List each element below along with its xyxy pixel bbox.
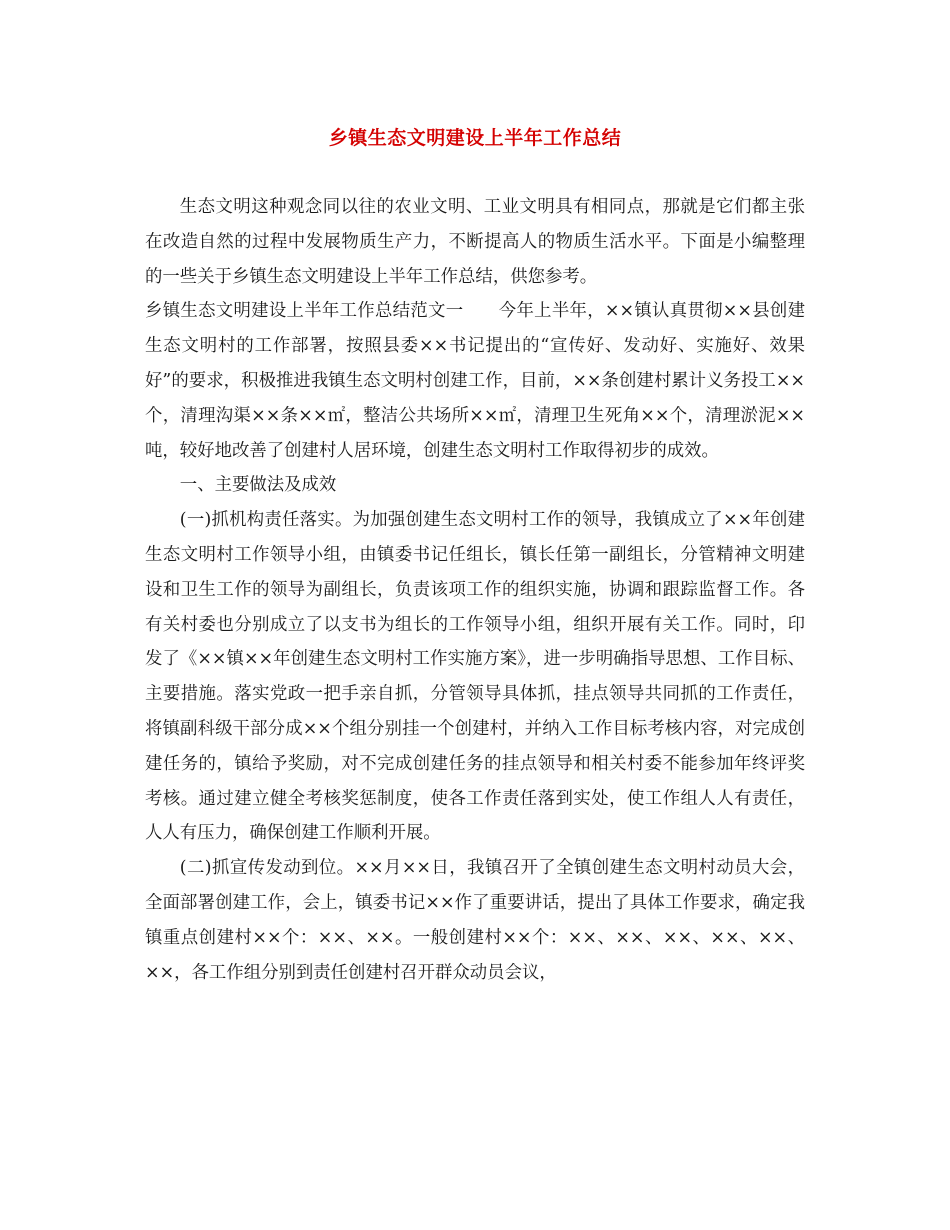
section-heading-main-practices: 一、主要做法及成效 bbox=[179, 475, 337, 496]
paragraph-organization-responsibility: (一)抓机构责任落实。为加强创建生态文明村工作的领导，我镇成立了××年创建生态文明村工作领导小组，由镇委书记任组长，镇长任第一副组长，分管精神文明建设和卫生工作的领导为副组长，负责该项工作的组织实施，协调和跟踪监督工作。各有关村委也分别成立了以支书为组长的工作领导小组，组织开展有关工作。同时，印发了《××镇××年创建生态文明村工作实施方案》，进一步明确指导思想、工作目标、主要措施。落实党政一把手亲自抓，分管领导具体抓，挂点领导共同抓的工作责任，将镇副科级干部分成××个组分别挂一个创建村，并纳入工作目标考核内容，对完成创建任务的，镇给予奖励，对不完成创建任务的挂点领导和相关村委不能参加年终评奖考核。通过建立健全考核奖惩制度，使各工作责任落到实处，使工作组人人有责任，人人有压力，确保创建工作顺利开展。 bbox=[145, 510, 805, 844]
document-body bbox=[145, 190, 805, 990]
document-title: 乡镇生态文明建设上半年工作总结 bbox=[328, 127, 622, 149]
paragraph-publicity-mobilization: (二)抓宣传发动到位。××月××日，我镇召开了全镇创建生态文明村动员大会，全面部署创建工作，会上，镇委书记××作了重要讲话，提出了具体工作要求，确定我镇重点创建村××个：××、××。一般创建村××个：××、××、××、××、××、××，各工作组分别到责任创建村召开群众动员会议， bbox=[145, 858, 805, 983]
paragraph-sample-one: 乡镇生态文明建设上半年工作总结范文一 今年上半年，××镇认真贯彻××县创建生态文明村的工作部署，按照县委××书记提出的“宣传好、发动好、实施好、效果好”的要求，积极推进我镇生态文明村创建工作，目前，××条创建村累计义务投工××个，清理沟渠××条××㎡，整洁公共场所××㎡，清理卫生死角××个，清理淤泥××吨，较好地改善了创建村人居环境，创建生态文明村工作取得初步的成效。 bbox=[145, 301, 805, 461]
paragraph-intro: 生态文明这种观念同以往的农业文明、工业文明具有相同点，那就是它们都主张在改造自然的过程中发展物质生产力，不断提高人的物质生活水平。下面是小编整理的一些关于乡镇生态文明建设上半年工作总结，供您参考。 bbox=[145, 197, 805, 287]
